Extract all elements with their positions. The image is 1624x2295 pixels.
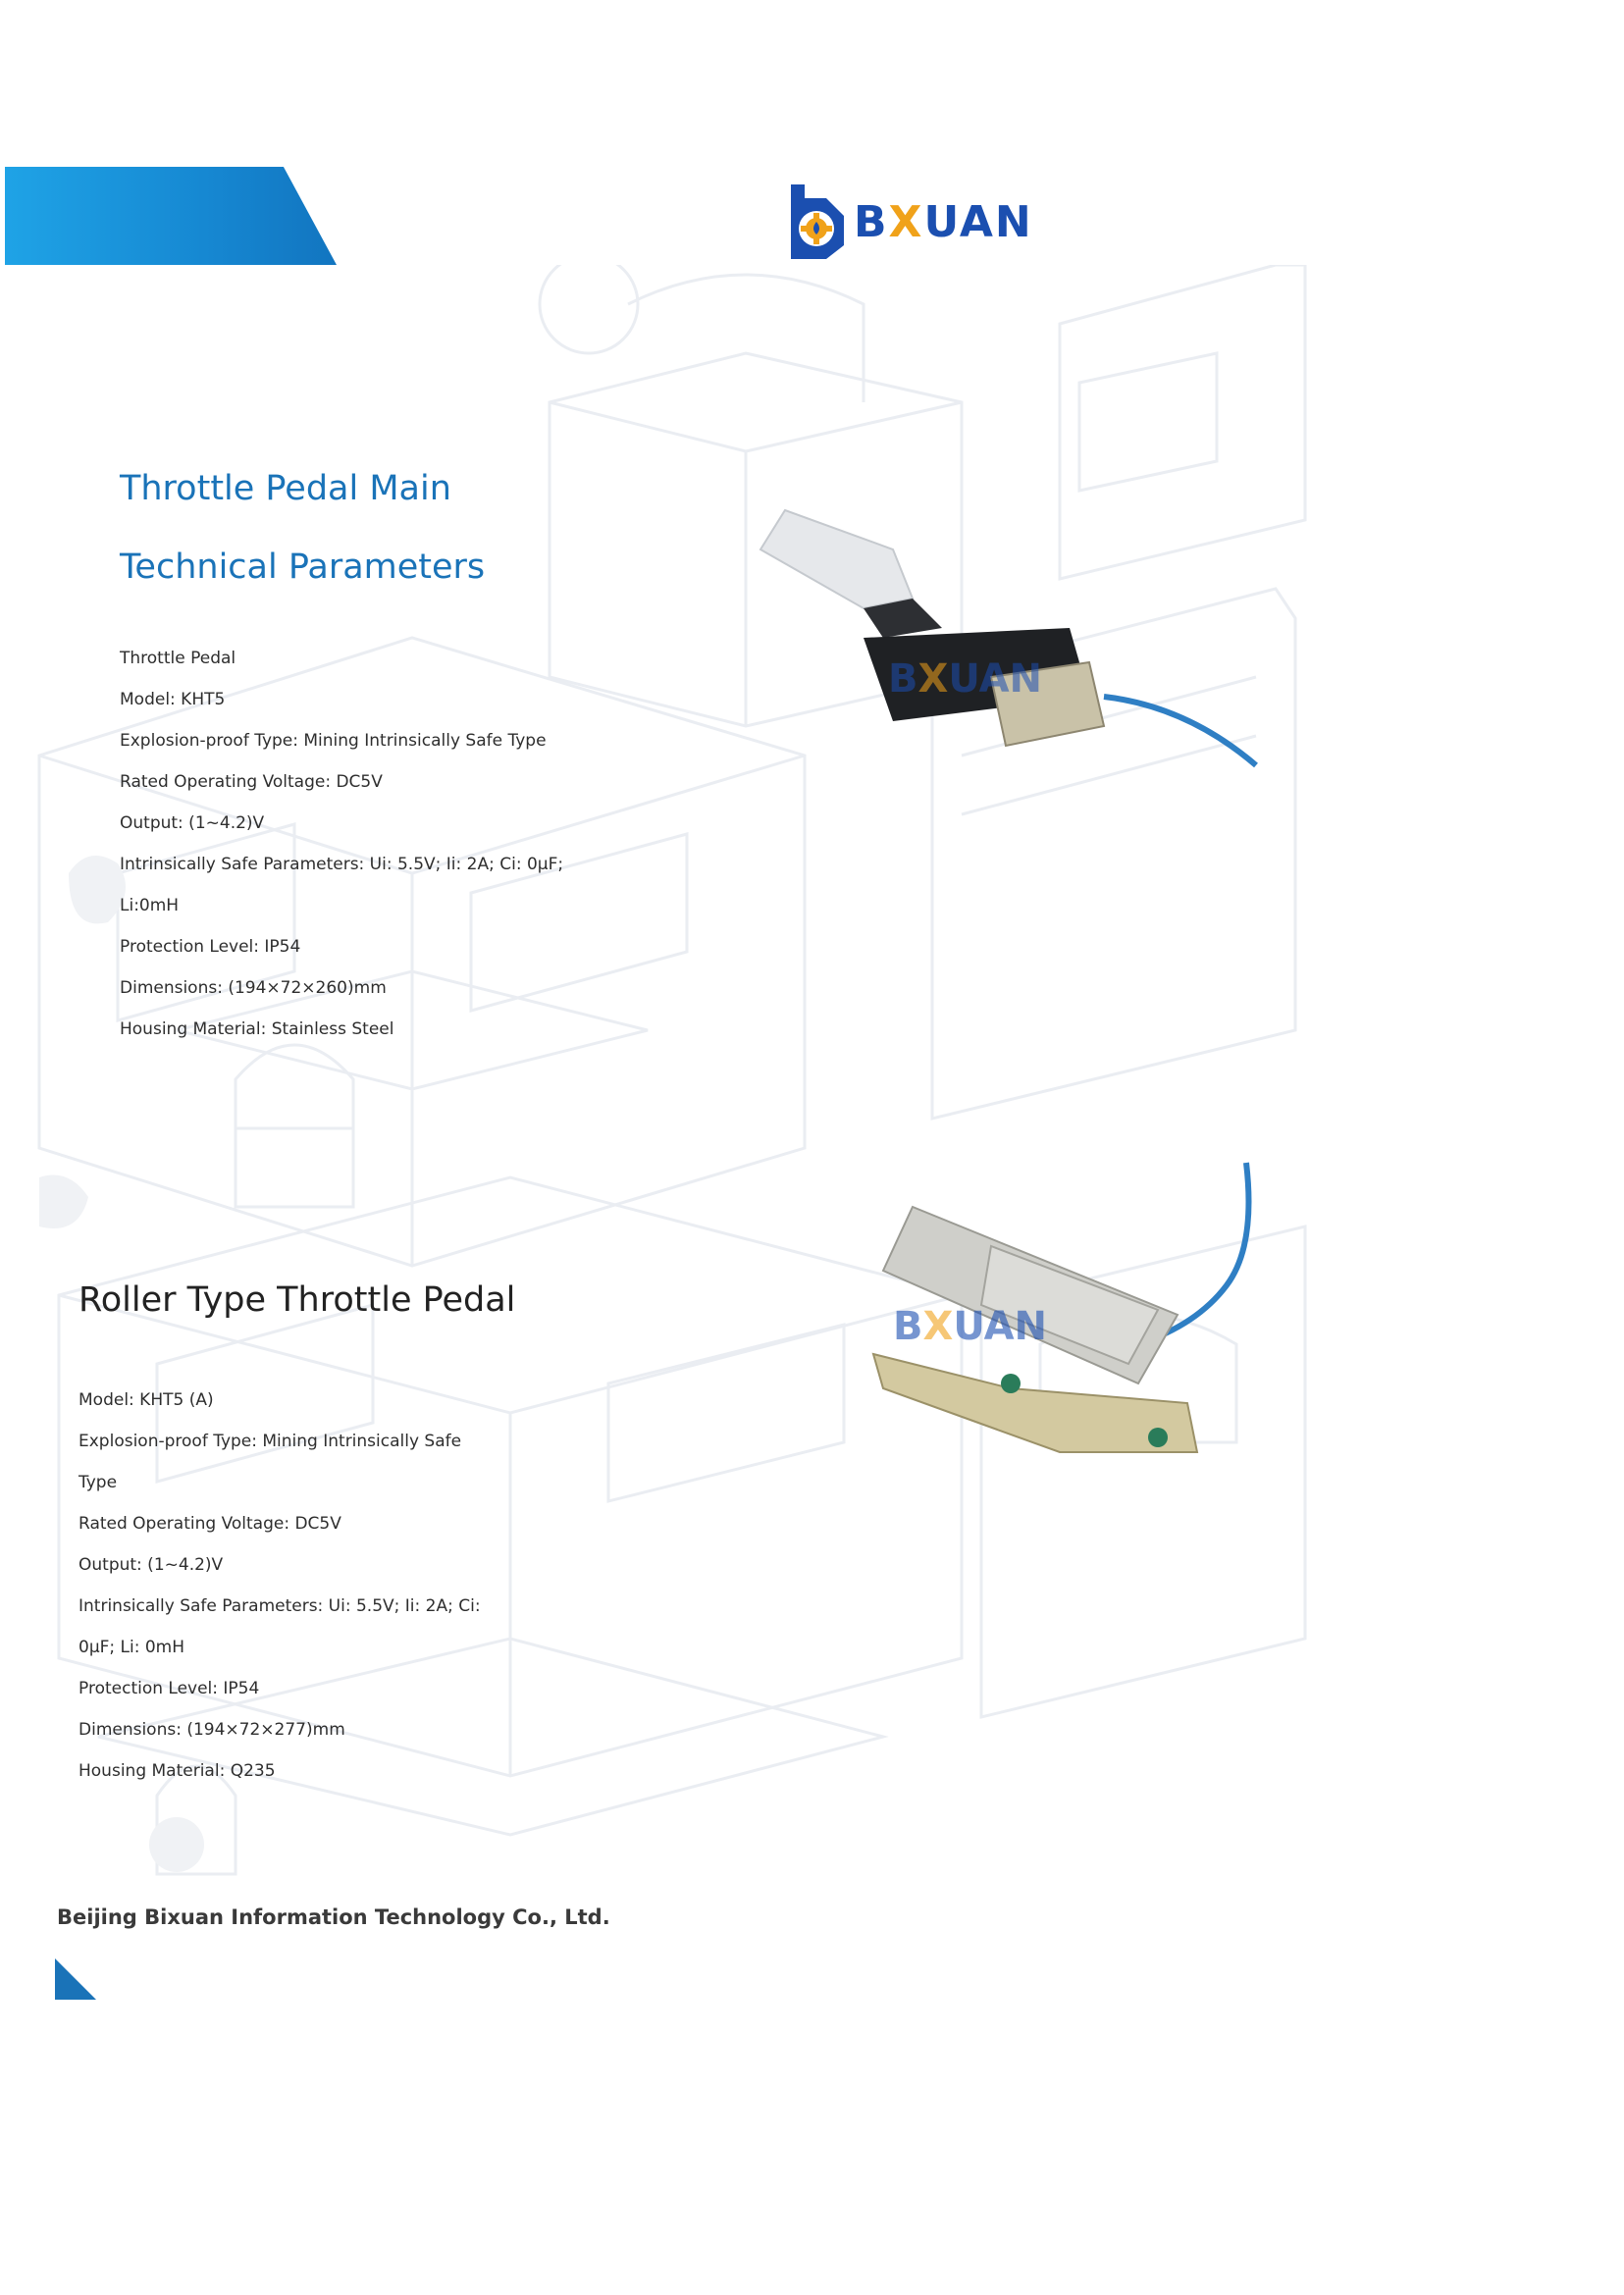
watermark-logo	[888, 656, 1042, 702]
section2-title: Roller Type Throttle Pedal	[79, 1280, 516, 1320]
spec-item: Intrinsically Safe Parameters: Ui: 5.5V; Ii: 2A; Ci: 0μF;	[120, 855, 564, 874]
spec-item: Model: KHT5 (A)	[79, 1390, 214, 1410]
spec-item: Housing Material: Q235	[79, 1761, 276, 1781]
footer-triangle-decoration	[55, 1958, 96, 2000]
spec-item: Li:0mH	[120, 896, 180, 915]
section1-title-line2: Technical Parameters	[120, 548, 486, 587]
gear-flame-icon	[787, 183, 850, 261]
spec-item: Housing Material: Stainless Steel	[120, 1019, 394, 1039]
spec-item: Dimensions: (194×72×260)mm	[120, 978, 387, 998]
section1-spec-list	[120, 638, 563, 1050]
spec-item: Type	[79, 1473, 118, 1492]
spec-item: Intrinsically Safe Parameters: Ui: 5.5V; Ii: 2A; Ci:	[79, 1596, 481, 1616]
spec-item: Protection Level: IP54	[120, 937, 301, 957]
spec-item: Throttle Pedal	[120, 649, 236, 668]
footer-company-name: Beijing Bixuan Information Technology Co., Ltd.	[57, 1905, 610, 1929]
brand-name: BXUAN	[854, 196, 1033, 247]
spec-item: Model: KHT5	[120, 690, 226, 709]
spec-item: Protection Level: IP54	[79, 1679, 260, 1698]
spec-item: Explosion-proof Type: Mining Intrinsically Safe	[79, 1432, 462, 1451]
spec-item: Output: (1~4.2)V	[120, 813, 265, 833]
brand-logo	[787, 183, 1033, 261]
watermark-logo	[893, 1304, 1047, 1349]
header-banner	[5, 167, 337, 265]
svg-text:BXUAN: BXUAN	[888, 656, 1043, 702]
spec-item: Dimensions: (194×72×277)mm	[79, 1720, 345, 1740]
throttle-pedal-photo	[746, 500, 1276, 785]
svg-text:BXUAN: BXUAN	[893, 1304, 1048, 1349]
spec-item: 0μF; Li: 0mH	[79, 1638, 185, 1657]
roller-throttle-pedal-photo	[834, 1158, 1305, 1482]
section2-spec-list	[79, 1380, 481, 1792]
spec-item: Explosion-proof Type: Mining Intrinsically Safe Type	[120, 731, 547, 751]
section1-title-line1: Throttle Pedal Main	[120, 469, 451, 508]
spec-item: Rated Operating Voltage: DC5V	[79, 1514, 341, 1534]
spec-item: Output: (1~4.2)V	[79, 1555, 224, 1575]
section1-title	[120, 449, 485, 606]
spec-item: Rated Operating Voltage: DC5V	[120, 772, 383, 792]
